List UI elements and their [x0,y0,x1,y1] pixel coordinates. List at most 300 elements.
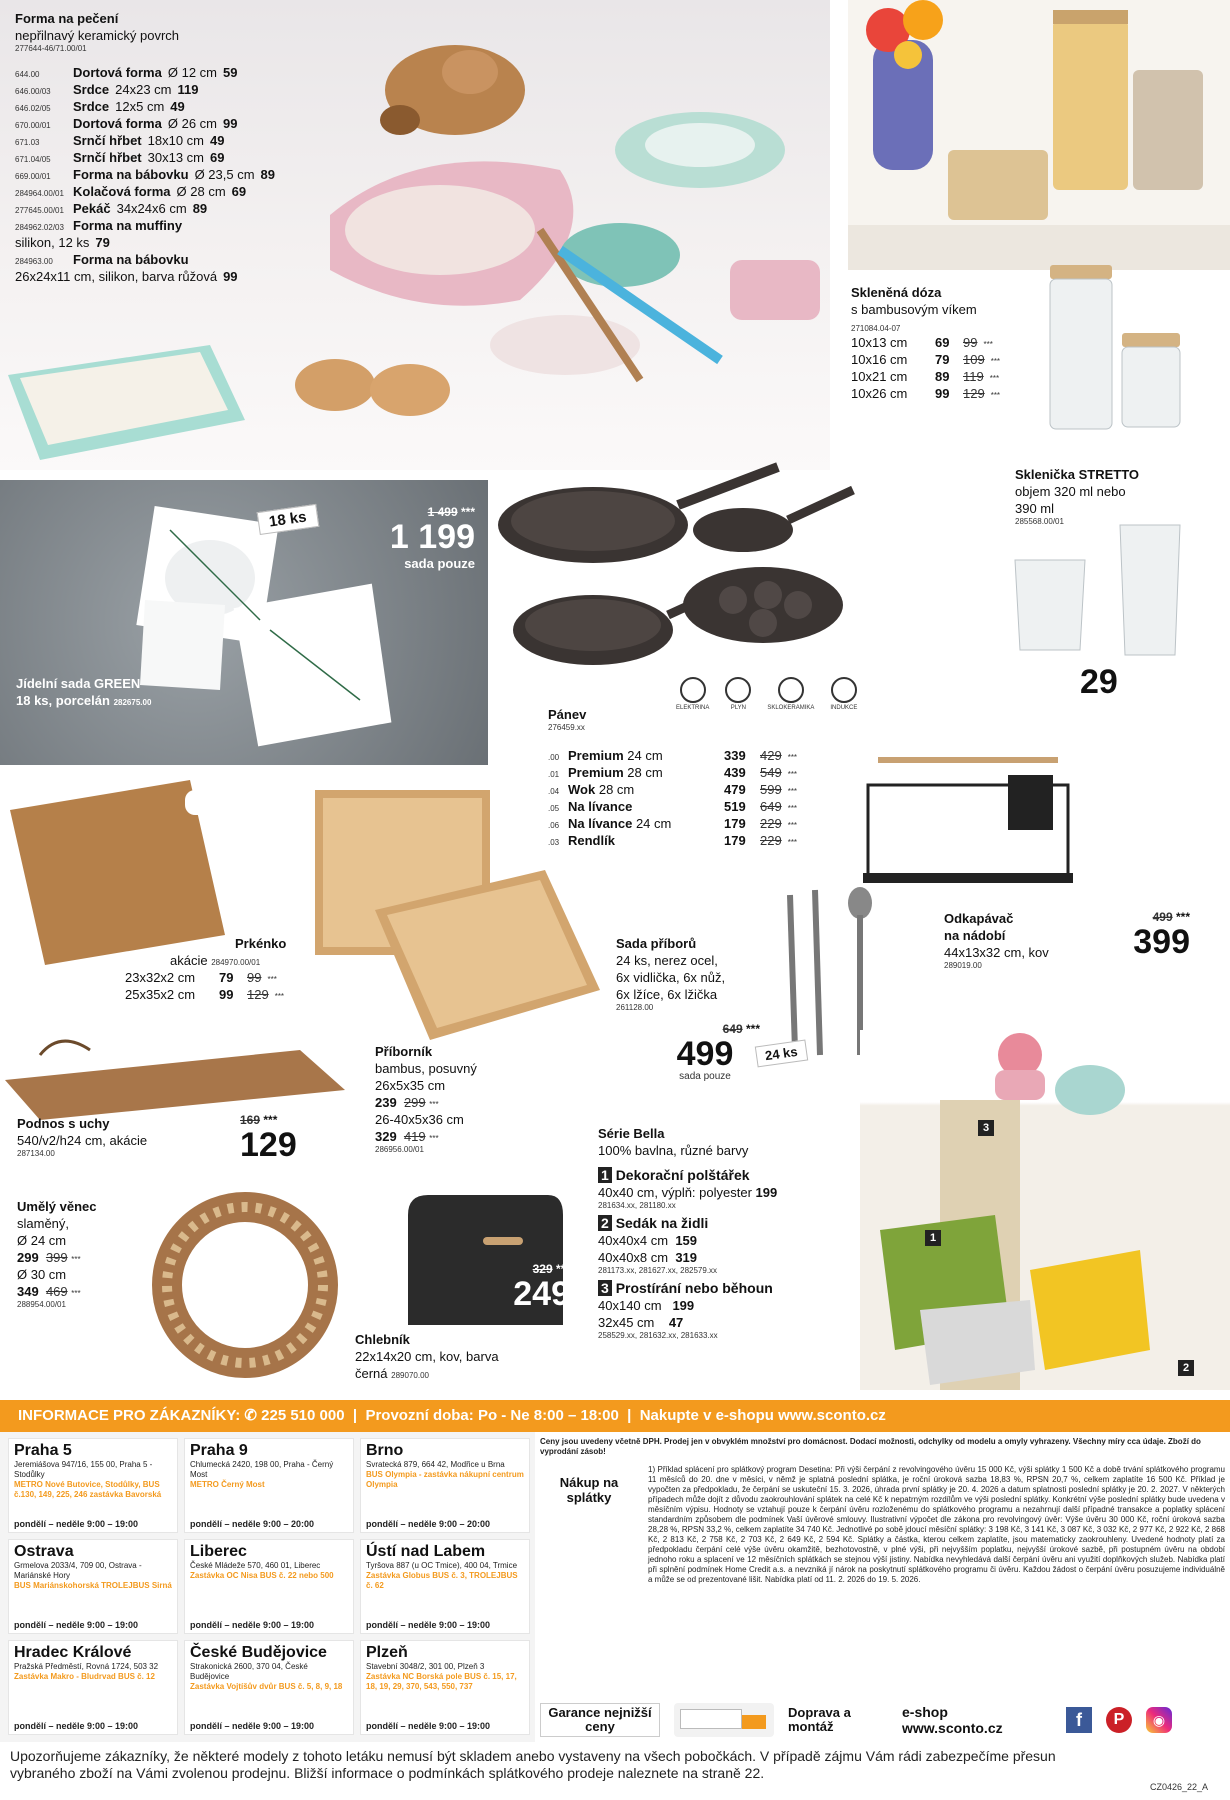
bakeware-item [15,149,355,166]
organizer-block [375,1043,575,1155]
store-card[interactable] [360,1539,530,1634]
wreath-illustration [145,1185,345,1385]
organizer-desc: bambus, posuvný [375,1061,477,1076]
store-card[interactable] [8,1438,178,1533]
bakeware-item [15,132,355,149]
bella-marker-3: 3 [978,1120,994,1136]
store-hours: pondělí – neděle 9:00 – 19:00 [14,1620,139,1630]
item-size: Ø 23,5 cm [194,167,255,182]
store-transport: BUS Olympia - zastávka nákupní centrum Olympia [366,1470,524,1489]
store-card[interactable] [8,1640,178,1735]
dinner-title: Jídelní sada GREEN [16,676,141,691]
cutlery-block [616,935,786,1013]
pan-star: *** [787,838,798,847]
item-price: 49 [170,99,185,114]
legal-panel [540,1437,1225,1585]
glass-desc2: 390 ml [1015,501,1055,516]
jars-photo [848,0,1230,270]
tray-title: Podnos s uchy [17,1116,110,1131]
pan-old-price: 649 [760,799,782,814]
guarantee-badge: Garance nejnižší ceny [540,1703,660,1737]
pan-row [548,815,858,832]
wreath-price1-row: 299 399 *** [17,1250,81,1265]
board-star: *** [267,975,277,984]
pan-row [548,747,858,764]
store-name: Brno [366,1442,404,1459]
pan-name [568,747,718,764]
pan-size: 28 cm [627,765,663,780]
gas-hob-icon: PLYN [725,677,751,717]
jar-star: *** [990,357,1001,366]
dinner-price-block [350,505,475,572]
pan-star: *** [787,753,798,762]
drainer-desc: 44x13x32 cm, kov [944,945,1049,960]
item-code: 646.02/05 [15,104,51,113]
store-hours: pondělí – neděle 9:00 – 19:00 [190,1721,315,1731]
bakeware-block [15,10,355,285]
info-shop[interactable]: Nakupte v e-shopu www.sconto.cz [639,1407,886,1424]
bakeware-item [15,98,355,115]
pan-name [568,832,718,849]
store-transport: METRO Nové Butovice, Stodůlky, BUS č.130, 149, 225, 246 zastávka Bavorská [14,1480,162,1499]
pan-name-text: Rendlík [568,833,615,848]
delivery-truck-icon [674,1703,774,1737]
board-price: 79 [219,970,234,985]
pan-price: 339 [724,748,746,763]
store-card[interactable] [8,1539,178,1634]
dinner-price: 1 199 [389,518,475,556]
item-code: 646.00/03 [15,87,51,96]
bundt-desc-row: 26x24x11 cm, silikon, barva růžová 99 [15,269,238,284]
phone-icon: ✆ [244,1407,257,1424]
legal-text: 1) Příklad splácení pro splátkový program Desetina: Při výši čerpání z revolvingového úvěru 15 000 Kč, výši splátky 1 500 Kč a době trvání splátkového programu 11 měsíců do 20. dne v měsíci, v němž je splatná poslední splátka, je roční úroková sazba 18,83 %, RPSN 20,7 %, celkem zaplatíte 16 500 Kč. Příklad je vypočten za předpokladu, že čerpání se uskuteční 15. 3. 2026, úhrada první splátky je 20. 4. 2026 a datum splatnosti poslední splátky je 20. 2. 2027. V některých případech může dojít z důvodu zaokrouhlování splátek na celé Kč k nepatrným rozdílům ve výši poslední splátky. Konkrétní výše poslední splátky bude uvedena v měsíčním výpisu. Hodnoty se vztahují pouze k čerpání úvěru rozloženému do splátkového programu a nezahrnují další případné transakce a poplatky splácení standardním způsobem dle podmínek Vaší úvěrové smlouvy. Ilustrativní výpočet dle zákona pro revolvingový úvěr: Výše úvěru 30 000 Kč, roční úroková sazba 28,28 %, RPSN 33,2 %, celkem zaplatíte 34 740 Kč. Jednotlivé po sobě jdoucí měsíční splátky: 3 198 Kč, 3 141 Kč, 3 087 Kč, 3 032 Kč, 2 977 Kč, 2 922 Kč, 2 868 Kč, 2 813 Kč, 2 758 Kč, 2 703 Kč, 2 649 Kč, 2 594 Kč. Splátky a částka, kterou celkem zaplatíte, jsou matematicky zaokrouhleny. Uvedené hodnoty platí za předpokladu čerpání celé výše úvěru okamžitě, bezhotovostně, v plné výši, při nejvyšším poplatku, nejvyšší úrokové sazbě, při postupném úvěru na období jednoho roku a splacení ve 12 měsíčních splátkách se stejnou výší jistiny. Nabídka nevyhledává další čerpání úvěru ani využití doplňkových služeb. Nabídka platí při splnění podmínek Home Credit a.s. a nevzniká jí nárok na poskytnutí splátkového programu či úvěru. Každou žádost o čerpání úvěru posuzujeme individuálně a může se od prezentované lišit. Nabídka platí od 11. 2. 2026 do 19. 5. 2026. [648,1465,1225,1584]
item-code: 277645.00/01 [15,206,64,215]
store-name: Liberec [190,1543,247,1560]
store-name: Ostrava [14,1543,74,1560]
pans-title: Pánev [548,707,587,722]
bella-desc: 100% bavlna, různé barvy [598,1143,749,1158]
jar-block [851,284,1051,402]
wreath-size2: Ø 30 cm [17,1267,67,1282]
pan-old-price: 549 [760,765,782,780]
pan-price: 179 [724,833,746,848]
store-card[interactable] [360,1640,530,1735]
item-name: Pekáč [73,201,111,216]
muffin-desc-row: silikon, 12 ks 79 [15,235,110,250]
board-row [125,986,325,1003]
bakeware-subtitle: nepřilnavý keramický povrch [15,28,180,43]
cutlery-unit: sada pouze [679,1071,731,1082]
pan-price: 519 [724,799,746,814]
cutlery-price: 499 [676,1035,734,1073]
jars-cutout-photo [1045,255,1185,430]
board-price: 99 [219,987,234,1002]
tray-desc: 540/v2/h24 cm, akácie [17,1133,148,1148]
glasses-illustration [1010,520,1185,660]
info-label: INFORMACE PRO ZÁKAZNÍKY: [18,1407,241,1424]
wreath-block [17,1198,157,1310]
pan-price: 439 [724,765,746,780]
cutlery-l3: 6x lžíce, 6x lžička [616,987,718,1002]
jar-size: 10x13 cm [851,335,908,350]
board-size: 25x35x2 cm [125,987,196,1002]
store-transport: Zastávka OC Nisa BUS č. 22 nebo 500 [190,1571,334,1580]
store-address: Chlumecká 2420, 198 00, Praha - Černý Most [190,1460,334,1479]
pan-size: 24 cm [627,748,663,763]
drainer-title1: Odkapávač [944,911,1014,926]
pan-old-price: 429 [760,748,782,763]
pan-row [548,764,858,781]
item-code: 284964.00/01 [15,189,64,198]
dinner-old-price: 1 499 *** [427,505,475,519]
bakeware-item [15,64,355,81]
bella-marker-1: 1 [925,1230,941,1246]
pan-code: .01 [548,770,560,779]
jar-row [851,351,1051,368]
wreath-price2-row: 349 469 *** [17,1284,81,1299]
store-card[interactable] [184,1640,354,1735]
induction-hob-icon: INDUKCE [830,677,857,717]
pan-old-price: 599 [760,782,782,797]
pan-old-price: 229 [760,816,782,831]
electric-hob-icon: ELEKTRINA [676,677,709,717]
info-phone[interactable]: 225 510 000 [261,1407,345,1424]
organizer-code: 286956.00/01 [375,1145,424,1154]
bakeware-item [15,81,355,98]
board-size: 23x32x2 cm [125,970,196,985]
services-bar [540,1697,1230,1742]
store-address: České Mládeže 570, 460 01, Liberec [190,1561,321,1570]
pan-name [568,781,718,798]
store-name: Praha 5 [14,1442,72,1459]
glass-jar-icons [1045,255,1185,430]
item-price: 119 [177,82,199,97]
item-code: 644.00 [15,70,40,79]
jar-title: Skleněná dóza [851,285,942,300]
instagram-icon[interactable]: ◉ [1146,1707,1172,1733]
pan-star: *** [787,770,798,779]
item-name: Dortová forma [73,65,162,80]
pan-price: 179 [724,816,746,831]
pan-name [568,815,718,832]
cutlery-old-price: 649 *** [722,1022,760,1036]
pan-size: 24 cm [635,816,672,831]
breadbox-desc2: černá 289070.00 [355,1366,429,1381]
tray-price-block [240,1113,340,1163]
pan-row [548,832,858,849]
dinner-desc: 18 ks, porcelán 282675.00 [16,693,152,708]
pan-name-text: Na lívance [568,816,633,831]
store-address: Svratecká 879, 664 42, Modřice u Brna [366,1460,505,1469]
tray-block [17,1115,217,1159]
item-code: 669.00/01 [15,172,51,181]
bella-item-1: 1 Dekorační polštářek 40x40 cm, výplň: polyester 199 281634.xx, 281180.xx [598,1167,778,1210]
item-price: 59 [222,65,238,80]
item-price: 89 [192,201,208,216]
store-name: Ústí nad Labem [366,1543,486,1560]
item-size: 18x10 cm [147,133,204,148]
bella-item-3: 3 Prostírání nebo běhoun 40x140 cm 199 32x45 cm 47 258529.xx, 281632.xx, 281633.xx [598,1280,773,1340]
pan-row [548,781,858,798]
store-transport: Zastávka Vojtíšův dvůr BUS č. 5, 8, 9, 18 [190,1682,343,1691]
drainer-block [944,910,1074,971]
store-card[interactable] [184,1438,354,1533]
bella-block [598,1125,858,1341]
store-hours: pondělí – neděle 9:00 – 20:00 [366,1519,491,1529]
item-price: 89 [260,167,276,182]
jar-star: *** [990,391,1001,400]
store-hours: pondělí – neděle 9:00 – 19:00 [190,1620,315,1630]
bella-title: Série Bella [598,1126,665,1141]
organizer-size2: 26-40x5x36 cm [375,1112,464,1127]
store-hours: pondělí – neděle 9:00 – 20:00 [190,1519,315,1529]
muffin-row: 284962.02/03 Forma na muffiny [15,218,183,233]
store-address: Tyršova 887 (u OC Tmice), 400 04, Trmice [366,1561,518,1570]
item-size: Ø 28 cm [176,184,226,199]
drainer-old-price: 499 *** [1152,910,1190,924]
board-title: Prkénko [235,936,287,951]
item-name: Dortová forma [73,116,162,131]
cutlery-l1: 24 ks, nerez ocel, [616,953,718,968]
organizer-price1-row: 239 299 *** [375,1095,439,1110]
item-size: 24x23 cm [115,82,172,97]
pan-star: *** [787,787,798,796]
store-hours: pondělí – neděle 9:00 – 19:00 [366,1620,491,1630]
glass-price: 29 [1080,663,1118,701]
board-star: *** [274,992,285,1001]
store-address: Stavební 3048/2, 301 00, Plzeň 3 [366,1662,485,1671]
footer-code: CZ0426_22_A [1150,1782,1209,1792]
pans-block [548,706,858,849]
info-hours: Provozní doba: Po - Ne 8:00 – 18:00 [365,1407,619,1424]
board-block [125,935,325,1003]
pan-name-text: Premium [568,765,624,780]
board-row [125,969,325,986]
jar-row [851,385,1051,402]
item-code: 670.00/01 [15,121,51,130]
pan-code: .06 [548,821,560,830]
pan-row [548,798,858,815]
wreath-desc: slaměný, [17,1216,70,1231]
pan-name-text: Na lívance [568,799,633,814]
cutlery-title: Sada příborů [616,936,697,951]
bakeware-item [15,200,355,217]
bakeware-title: Forma na pečení [15,11,119,26]
customer-info-bar: INFORMACE PRO ZÁKAZNÍKY: ✆ 225 510 000 | Provozní doba: Po - Ne 8:00 – 18:00 | Nakupte v e-shopu www.sconto.cz [0,1400,1230,1432]
table-setting-illustration [860,1030,1230,1390]
board-old-price: 129 [247,987,269,1002]
organizer-title: Příborník [375,1044,433,1059]
store-hours: pondělí – neděle 9:00 – 19:00 [14,1519,139,1529]
store-address: Jeremiášova 947/16, 155 00, Praha 5 - Stodůlky [14,1460,153,1479]
jar-subtitle: s bambusovým víkem [851,302,977,317]
store-name: České Budějovice [190,1644,327,1661]
bakeware-item [15,166,355,183]
pans-illustration [498,455,868,680]
jar-old-price: 109 [963,352,985,367]
item-name: Srdce [73,82,110,97]
jar-price: 69 [935,335,950,350]
store-transport: METRO Černý Most [190,1480,265,1489]
dinner-badge: 18 ks [257,504,319,535]
eshop-label[interactable]: e-shop www.sconto.cz [902,1703,1003,1736]
organizer-size1: 26x5x35 cm [375,1078,446,1093]
glass-block [1015,466,1215,527]
jar-star: *** [983,340,993,349]
footer-note: Upozorňujeme zákazníky, že některé modely z tohoto letáku nemusí být skladem anebo vystaveny na všech pobočkách. V případě zájmu Vám rádi zabezpečíme přesun vybraného zboží na Vámi zvolenou prodejnu. Bližší informace o podmínkách splátkového prodeje naleznete na straně 22. [10,1748,1056,1781]
pan-code: .04 [548,787,560,796]
bella-item-2: 2 Sedák na židli 40x40x4 cm 159 40x40x8 cm 319 281173.xx, 281627.xx, 282579.xx [598,1215,718,1275]
jar-row [851,334,1051,351]
board-old-price: 99 [247,970,262,985]
glass-title: Sklenička STRETTO [1015,467,1140,482]
breadbox-price: 249 [513,1275,570,1313]
jar-star: *** [989,374,1000,383]
jar-size: 10x26 cm [851,386,908,401]
item-size: Ø 12 cm [167,65,217,80]
drainer-photo [858,735,1080,900]
jar-price: 99 [935,386,950,401]
glass-code: 285568.00/01 [1015,517,1064,526]
ceramic-hob-icon: SKLOKERAMIKA [767,677,814,717]
pinterest-icon[interactable]: P [1106,1707,1132,1733]
store-address: Pražská Předměstí, Rovná 1724, 503 32 [14,1662,159,1671]
store-card[interactable] [184,1539,354,1634]
wreath-code: 288954.00/01 [17,1300,66,1309]
glass-desc1: objem 320 ml nebo [1015,484,1126,499]
jar-code: 271084.04-07 [851,324,901,333]
pan-size: 28 cm [598,782,635,797]
store-hours: pondělí – neděle 9:00 – 19:00 [14,1721,139,1731]
store-card[interactable] [360,1438,530,1533]
store-transport: Zastávka NC Borská pole BUS č. 15, 17, 18, 19, 29, 370, 543, 550, 737 [366,1672,517,1691]
store-address: Grmelova 2033/4, 709 00, Ostrava - Mariánské Hory [14,1561,142,1580]
item-size: Ø 26 cm [167,116,217,131]
store-transport: BUS Mariánskohorská TROLEJBUS Sirná [14,1581,172,1590]
board-list [125,969,325,1003]
stores-panel [0,1432,535,1742]
cutlery-l2: 6x vidlička, 6x nůž, [616,970,726,985]
item-size: 30x13 cm [147,150,204,165]
pan-star: *** [787,821,798,830]
drainer-price: 399 [1133,923,1190,961]
jar-price: 79 [935,352,950,367]
store-name: Praha 9 [190,1442,248,1459]
item-price: 99 [222,116,238,131]
wreath-photo [145,1185,345,1385]
breadbox-desc1: 22x14x20 cm, kov, barva [355,1349,499,1364]
pan-code: .05 [548,804,560,813]
item-code: 671.03 [15,138,40,147]
item-name: Kolačová forma [73,184,171,199]
bundt-row: 284963.00 Forma na bábovku [15,252,189,267]
wreath-size1: Ø 24 cm [17,1233,67,1248]
pan-star: *** [787,804,798,813]
jar-size: 10x16 cm [851,352,908,367]
drainer-title2: na nádobí [944,928,1006,943]
pan-name-text: Wok [568,782,596,797]
jar-price: 89 [935,369,950,384]
facebook-icon[interactable]: f [1066,1707,1092,1733]
breadbox-old-price: 329 *** [532,1262,570,1276]
jars-illustration [848,0,1230,270]
pan-name-text: Premium [568,748,624,763]
legal-top: Ceny jsou uvedeny včetně DPH. Prodej jen v obvyklém množství pro domácnost. Dodací možnosti, odchylky od modelu a omyly vyhrazeny. Všechny míry cca údaje. Zboží do vyprodání zásob! [540,1437,1201,1456]
breadbox-price-block [470,1262,570,1312]
pan-code: .00 [548,753,560,762]
item-price: 69 [210,150,225,165]
item-size: 12x5 cm [115,99,165,114]
item-code: 671.04/05 [15,155,51,164]
jar-size: 10x21 cm [851,369,908,384]
table-photo [860,1030,1230,1390]
item-name: Forma na bábovku [73,167,189,182]
bakeware-item [15,183,355,200]
breadbox-title: Chlebník [355,1332,410,1347]
drainer-code: 289019.00 [944,961,982,970]
drainer-price-block [1090,910,1190,960]
bella-marker-2: 2 [1178,1360,1194,1376]
pans-list [548,747,858,849]
jar-old-price: 99 [963,335,978,350]
tray-price: 129 [240,1126,297,1164]
jar-old-price: 129 [963,386,985,401]
item-name: Srdce [73,99,110,114]
delivery-label: Doprava a montáž [788,1704,851,1734]
tray-illustration [0,1020,345,1125]
store-address: Strakonická 2600, 370 04, České Budějovice [190,1662,308,1681]
cutlery-badge: 24 ks [755,1040,808,1068]
pan-price: 479 [724,782,746,797]
cutlery-code: 261128.00 [616,1003,654,1012]
store-transport: Zastávka Makro - Bludrvad BUS č. 12 [14,1672,155,1681]
store-hours: pondělí – neděle 9:00 – 19:00 [366,1721,491,1731]
item-price: 69 [231,184,247,199]
store-name: Hradec Králové [14,1644,132,1661]
item-price: 49 [210,133,225,148]
board-desc: akácie 284970.00/01 [170,953,261,968]
bakeware-code: 277644-46/71.00/01 [15,44,87,53]
installment-badge: Nákup na splátky [559,1475,619,1505]
item-name: Srnčí hřbet [73,133,142,148]
glass-photo [1010,520,1185,660]
tray-code: 287134.00 [17,1149,55,1158]
pan-name [568,798,718,815]
dinner-unit: sada pouze [404,556,475,571]
breadbox-block [355,1331,555,1382]
pans-photo [498,455,868,680]
dinner-caption [16,675,151,709]
wreath-title: Umělý věnec [17,1199,97,1214]
jar-list [851,334,1051,402]
pan-code: .03 [548,838,560,847]
tray-photo [0,1020,345,1125]
dish-rack-illustration [858,735,1080,900]
cutlery-price-block [650,1022,760,1082]
organizer-price2-row: 329 419 *** [375,1129,439,1144]
pan-name [568,764,718,781]
tray-old-price: 169 *** [240,1113,278,1127]
jar-row [851,368,1051,385]
item-name: Srnčí hřbet [73,150,142,165]
store-transport: Zastávka Globus BUS č. 3, TROLEJBUS č. 62 [366,1571,518,1590]
bakeware-item [15,115,355,132]
item-size: 34x24x6 cm [116,201,187,216]
jar-old-price: 119 [963,369,984,384]
pan-old-price: 229 [760,833,782,848]
bakeware-list [15,64,355,217]
pans-code: 276459.xx [548,723,585,732]
